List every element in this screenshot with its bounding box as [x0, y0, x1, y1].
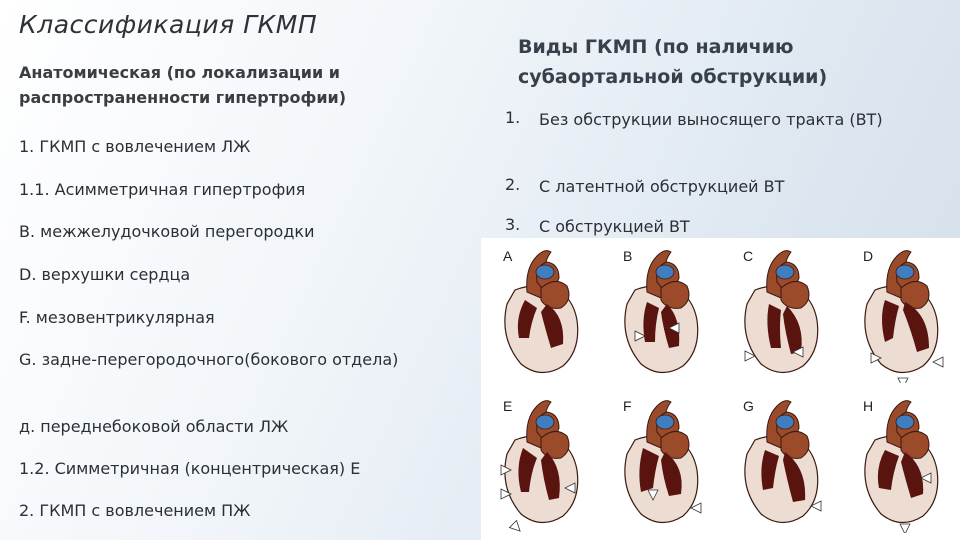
diagram-label: D: [863, 248, 874, 264]
arrowhead-icon: [900, 524, 910, 533]
item-text: С латентной обструкцией ВТ: [539, 177, 785, 196]
atrium: [656, 415, 674, 429]
heart-illustration: [485, 238, 595, 383]
list-item: F. мезовентрикулярная: [19, 308, 215, 327]
heart-diagram-b: [605, 238, 715, 383]
heart-diagram-e: [485, 388, 595, 533]
list-item: В. межжелудочковой перегородки: [19, 222, 315, 241]
diagram-label: A: [503, 248, 513, 264]
heart-illustration: [605, 388, 715, 533]
heart-diagram-h: [845, 388, 955, 533]
arrowhead-icon: [933, 357, 943, 367]
list-item: 2. ГКМП с вовлечением ПЖ: [19, 501, 251, 520]
list-item: 1.2. Симметричная (концентрическая) Е: [19, 459, 361, 478]
heart-illustration: [485, 388, 595, 533]
diagram-label: E: [503, 398, 513, 414]
item-text: Без обструкции выносящего тракта (ВТ): [539, 110, 883, 129]
diagram-label: B: [623, 248, 633, 264]
item-number: 2.: [505, 175, 521, 194]
atrium: [656, 265, 674, 279]
diagram-label: F: [623, 398, 632, 414]
arrowhead-icon: [509, 520, 523, 533]
slide-title: Классификация ГКМП: [19, 10, 318, 39]
obstruction-types-heading: Виды ГКМП (по наличию субаортальной обструкции): [518, 36, 828, 88]
item-text: С обструкцией ВТ: [539, 217, 690, 236]
atrium: [896, 415, 914, 429]
diagram-label: G: [743, 398, 754, 414]
diagram-label: H: [863, 398, 874, 414]
list-item: D. верхушки сердца: [19, 265, 191, 284]
heart-illustration: [845, 388, 955, 533]
left-atrium: [781, 281, 809, 308]
diagram-label: C: [743, 248, 754, 264]
item-number: 1.: [505, 108, 521, 127]
list-item: 1. ГКМП с вовлечением ЛЖ: [19, 137, 251, 156]
list-item: 1.1. Асимметричная гипертрофия: [19, 180, 306, 199]
list-item: G. задне-перегородочного(бокового отдела): [19, 350, 399, 369]
atrium: [776, 415, 794, 429]
heart-illustration: [845, 238, 955, 383]
classification-subtitle: Анатомическая (по локализации и распространенности гипертрофии): [19, 63, 347, 107]
heart-illustration: [605, 238, 715, 383]
atrium: [776, 265, 794, 279]
list-item: д. переднебоковой области ЛЖ: [19, 417, 289, 436]
heart-illustration: [725, 388, 835, 533]
heart-illustration: [725, 238, 835, 383]
hcm-heart-diagrams-figure: [481, 238, 960, 540]
atrium: [536, 415, 554, 429]
atrium: [896, 265, 914, 279]
heart-diagram-f: [605, 388, 715, 533]
atrium: [536, 265, 554, 279]
left-atrium: [661, 281, 689, 308]
heart-diagram-g: [725, 388, 835, 533]
item-number: 3.: [505, 215, 521, 234]
arrowhead-icon: [898, 378, 908, 383]
heart-diagram-a: [485, 238, 595, 383]
heart-diagram-c: [725, 238, 835, 383]
left-atrium: [541, 281, 569, 308]
heart-diagram-d: [845, 238, 955, 383]
left-atrium: [541, 431, 569, 458]
